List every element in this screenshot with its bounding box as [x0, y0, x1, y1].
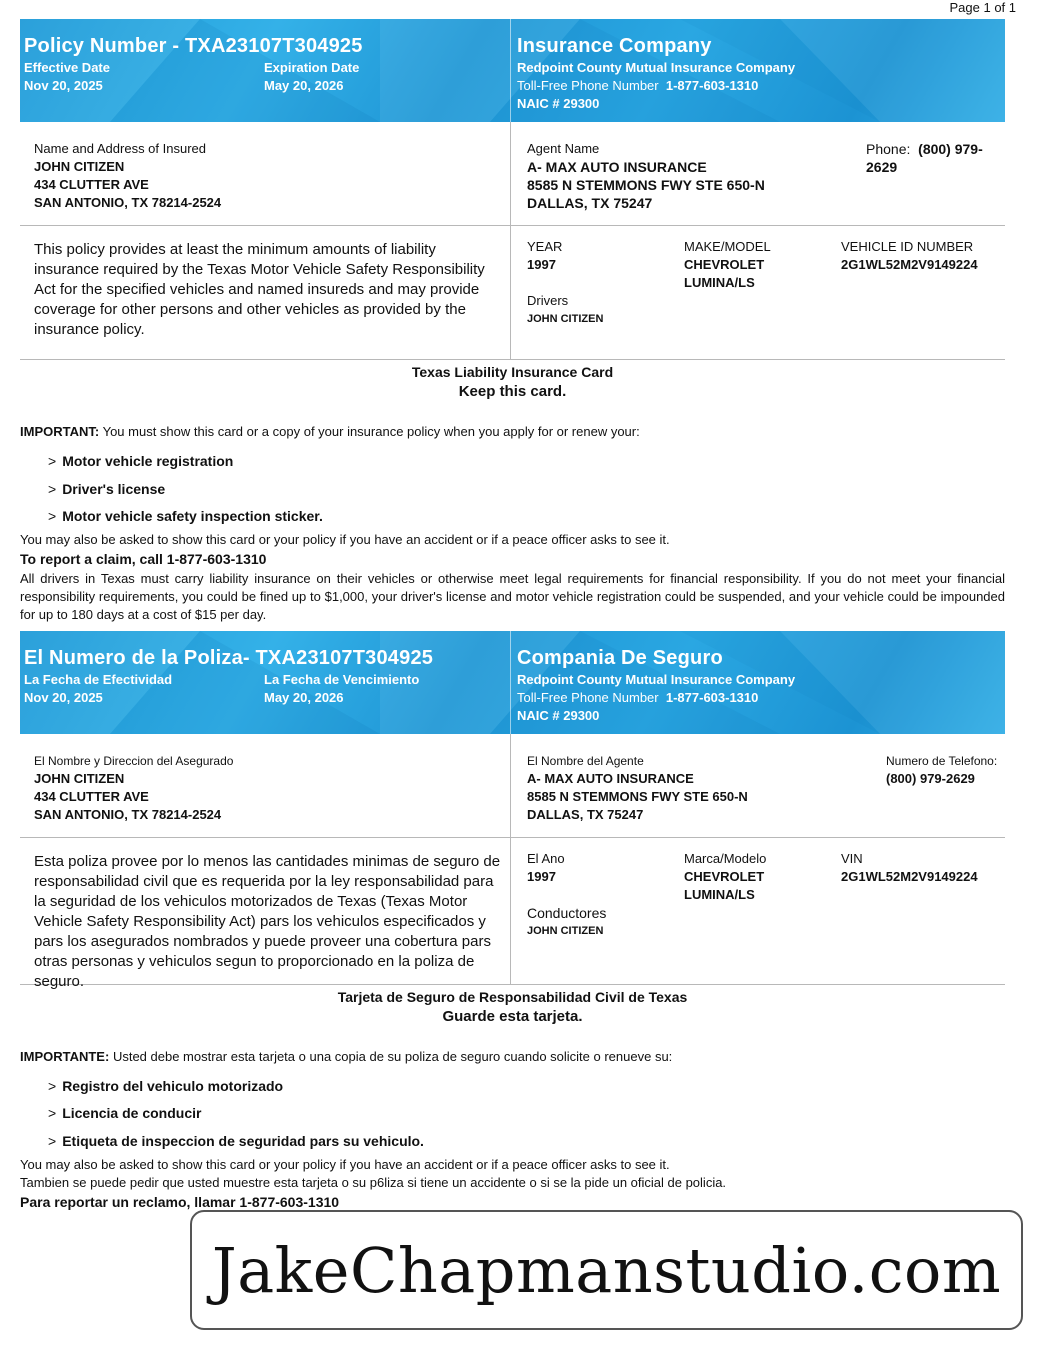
card-subtitle: Keep this card.	[458, 383, 567, 400]
toll-free-phone: 1-877-603-1310	[665, 690, 759, 705]
agent-address-line2: DALLAS, TX 75247	[527, 807, 644, 822]
vehicle-model: LUMINA/LS	[684, 275, 755, 290]
drivers-label: Conductores	[527, 905, 607, 921]
requirement-item: > Etiqueta de inspeccion de seguridad pars su vehiculo.	[48, 1133, 424, 1149]
agent-phone-label: Numero de Telefono:	[886, 754, 998, 768]
important-label: IMPORTANT:	[20, 424, 100, 439]
insured-address-line2: SAN ANTONIO, TX 78214-2524	[34, 195, 222, 210]
important-notice	[20, 1048, 1005, 1066]
agent-label: El Nombre del Agente	[527, 754, 644, 768]
important-label: IMPORTANTE:	[20, 1049, 110, 1064]
company-name: Redpoint County Mutual Insurance Company	[517, 672, 796, 687]
policy-header-banner	[20, 19, 1005, 122]
agent-address-line1: 8585 N STEMMONS FWY STE 650-N	[527, 177, 765, 193]
report-claim-text: To report a claim, call 1-877-603-1310	[20, 551, 267, 567]
also-asked-text: You may also be asked to show this card or your policy if you have an accident or if a peace officer asks to see it.	[20, 532, 670, 547]
financial-responsibility-text: All drivers in Texas must carry liability insurance on their vehicles or otherwise meet legal requirements for financial responsibility. If you do not meet your financial responsibility requirements, you could be fined up to $1,000, your driver's license and motor vehicle registration could be suspended, and your vehicle could be impounded for up to 180 days at a cost of $15 per day.	[20, 571, 1005, 622]
also-asked-text: You may also be asked to show this card or your policy if you have an accident or if a peace officer asks to see it.	[20, 1157, 670, 1172]
spanish-insured-agent-section	[20, 734, 1005, 838]
expiration-date: May 20, 2026	[264, 78, 344, 93]
report-claim-text: Para reportar un reclamo, llamar 1-877-603-1310	[20, 1194, 340, 1210]
toll-free-label: Toll-Free Phone Number	[517, 690, 659, 705]
vehicle-vin: 2G1WL52M2V9149224	[841, 869, 978, 884]
requirement-item: > Motor vehicle registration	[48, 453, 234, 469]
policy-coverage-text: Esta poliza provee por lo menos las cantidades minimas de seguro de responsabilidad civil que es requerida por la ley responsabilidad para la seguridad de los vehiculos motorizados de Texas (Texas Motor Vehicle Safety Responsibility Act) pars los vehiculos especificados y pars los asegurados nombrados y puede proveer una cobertura pars otras personas y vehiculos segun to proporcionado en la poliza de seguro.	[34, 853, 501, 990]
vehicle-year: 1997	[527, 257, 556, 272]
vehicle-vin: 2G1WL52M2V9149224	[841, 257, 978, 272]
vin-label: VEHICLE ID NUMBER	[841, 239, 974, 254]
policy-coverage-text: This policy provides at least the minimum amounts of liability insurance required by the Texas Motor Vehicle Safety Responsibility Act for the specified vehicles and named insureds and may provide coverage for other persons and other vehicles as provided by the insurance policy.	[34, 241, 485, 338]
effective-date: Nov 20, 2025	[24, 690, 103, 705]
year-label: El Ano	[527, 851, 565, 866]
vehicle-model: LUMINA/LS	[684, 887, 755, 902]
drivers-label: Drivers	[527, 293, 569, 308]
important-notice	[20, 423, 1005, 441]
agent-address-line2: DALLAS, TX 75247	[527, 195, 653, 211]
also-asked-text-spanish: Tambien se puede pedir que usted muestre esta tarjeta o su p6liza si tiene un accidente o si se la pide un oficial de policia.	[20, 1175, 727, 1190]
insurance-company-title: Compania De Seguro	[517, 647, 723, 669]
driver-name: JOHN CITIZEN	[527, 925, 604, 937]
insured-agent-section	[20, 122, 1005, 226]
naic-number: NAIC # 29300	[517, 96, 600, 111]
vin-label: VIN	[841, 851, 863, 866]
watermark: JakeChapmanstudio.com	[190, 1210, 1023, 1330]
insured-address-line1: 434 CLUTTER AVE	[34, 177, 149, 192]
card-subtitle: Guarde esta tarjeta.	[442, 1008, 583, 1025]
year-label: YEAR	[527, 239, 563, 254]
insured-address-line1: 434 CLUTTER AVE	[34, 789, 149, 804]
policy-number-title: El Numero de la Poliza- TXA23107T304925	[24, 647, 434, 669]
page-number: Page 1 of 1	[949, 0, 1016, 15]
spanish-coverage-vehicle-section	[20, 838, 1005, 990]
card-title: Tarjeta de Seguro de Responsabilidad Civil de Texas	[337, 989, 688, 1005]
vehicle-make: CHEVROLET	[684, 869, 765, 884]
insured-label: El Nombre y Direccion del Asegurado	[34, 754, 234, 768]
vehicle-make: CHEVROLET	[684, 257, 765, 272]
policy-number-title: Policy Number - TXA23107T304925	[24, 35, 363, 57]
insured-address-line2: SAN ANTONIO, TX 78214-2524	[34, 807, 222, 822]
agent-phone: (800) 979-2629	[866, 141, 983, 175]
naic-number: NAIC # 29300	[517, 708, 600, 723]
effective-date-label: La Fecha de Efectividad	[24, 672, 173, 687]
requirement-item: > Licencia de conducir	[48, 1105, 202, 1121]
agent-phone: (800) 979-2629	[886, 771, 975, 786]
card-title: Texas Liability Insurance Card	[411, 364, 614, 380]
expiration-date: May 20, 2026	[264, 690, 344, 705]
requirement-item: > Motor vehicle safety inspection sticker.	[48, 508, 323, 524]
effective-date: Nov 20, 2025	[24, 78, 103, 93]
toll-free-phone: 1-877-603-1310	[665, 78, 759, 93]
insured-name: JOHN CITIZEN	[34, 771, 125, 786]
requirement-item: > Driver's license	[48, 481, 166, 497]
driver-name: JOHN CITIZEN	[527, 313, 604, 325]
vehicle-year: 1997	[527, 869, 556, 884]
make-model-label: MAKE/MODEL	[684, 239, 771, 254]
insured-name: JOHN CITIZEN	[34, 159, 125, 174]
effective-date-label: Effective Date	[24, 60, 110, 75]
agent-name: A- MAX AUTO INSURANCE	[527, 159, 707, 175]
expiration-date-label: La Fecha de Vencimiento	[264, 672, 420, 687]
important-text: You must show this card or a copy of your insurance policy when you apply for or renew your:	[102, 424, 640, 439]
agent-label: Agent Name	[527, 141, 600, 156]
insured-label: Name and Address of Insured	[34, 141, 206, 156]
company-name: Redpoint County Mutual Insurance Company	[517, 60, 796, 75]
agent-phone-label: Phone:	[866, 141, 911, 157]
toll-free-label: Toll-Free Phone Number	[517, 78, 659, 93]
coverage-vehicle-section	[20, 226, 1005, 360]
insurance-company-title: Insurance Company	[517, 35, 712, 57]
requirement-item: > Registro del vehiculo motorizado	[48, 1078, 284, 1094]
important-text: Usted debe mostrar esta tarjeta o una copia de su poliza de seguro cuando solicite o renueve su:	[112, 1049, 673, 1064]
make-model-label: Marca/Modelo	[684, 851, 767, 866]
expiration-date-label: Expiration Date	[264, 60, 360, 75]
agent-name: A- MAX AUTO INSURANCE	[527, 771, 694, 786]
spanish-policy-header-banner	[20, 631, 1005, 734]
agent-address-line1: 8585 N STEMMONS FWY STE 650-N	[527, 789, 748, 804]
